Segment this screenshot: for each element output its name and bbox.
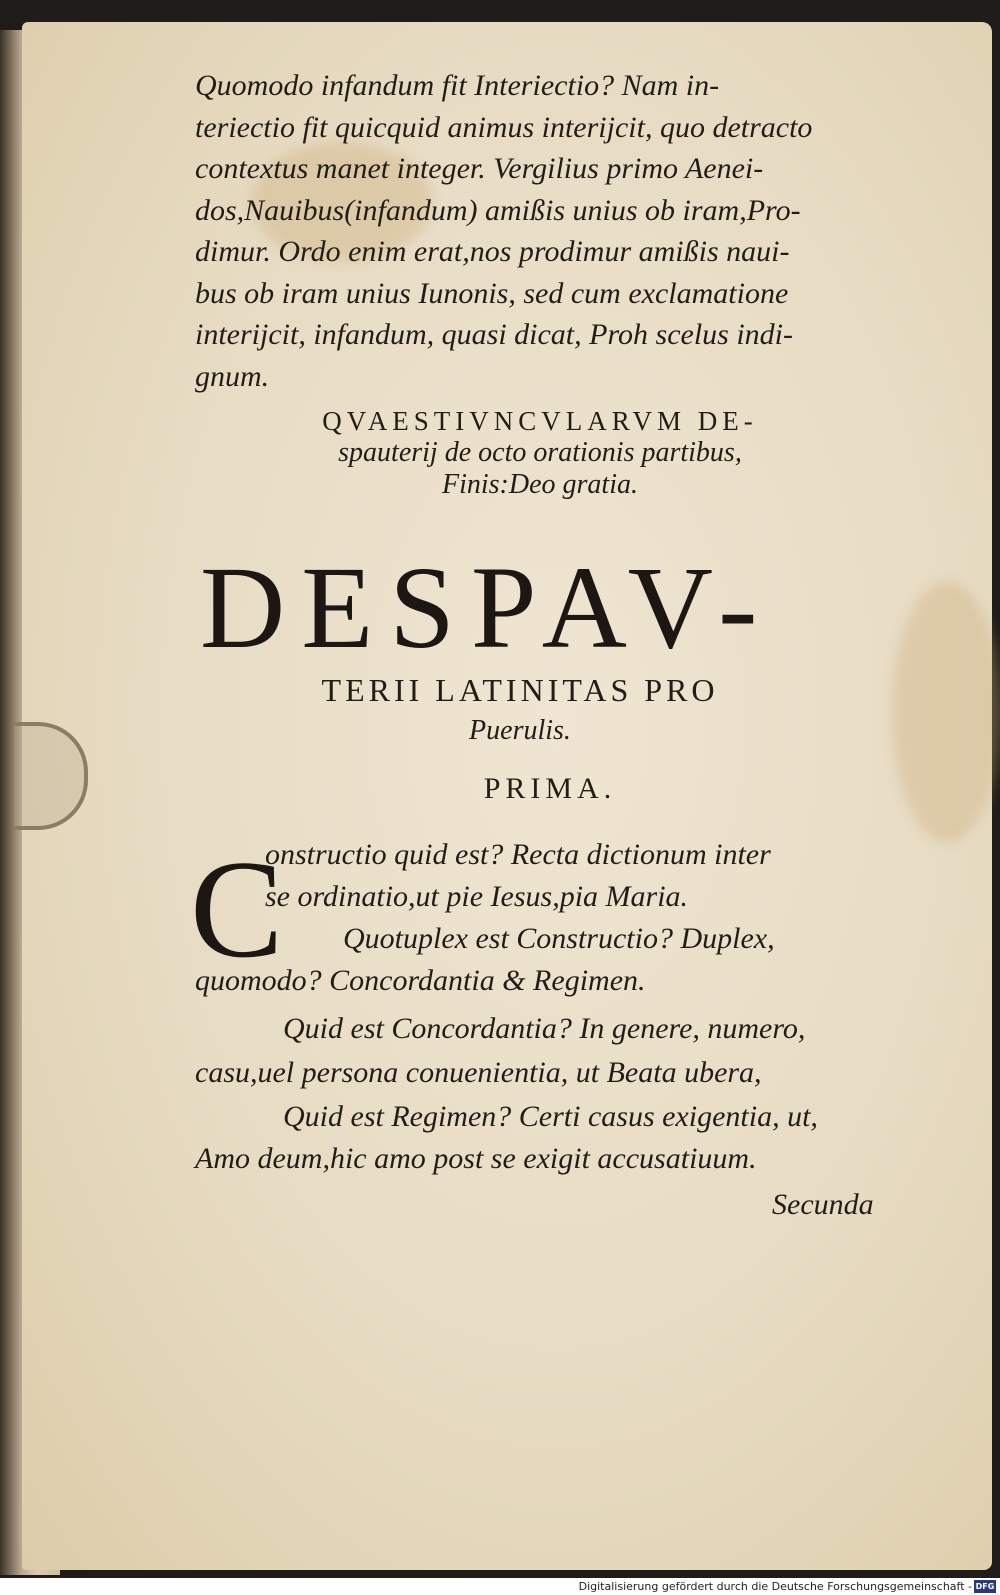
dfg-logo: DFG [975,1582,995,1591]
digitization-footer [0,1578,1000,1595]
colophon-line: spauterij de octo orationis partibus, [338,437,742,468]
text-line: Quotuplex est Constructio? Duplex, [343,922,775,955]
text-line: Amo deum,hic amo post se exigit accusatiuum. [195,1142,757,1175]
page-clip [14,722,88,830]
text-line: onstructio quid est? Recta dictionum inter [265,838,771,871]
text-line: quomodo? Concordantia & Regimen. [195,964,646,997]
text-line: Quomodo infandum fit Interiectio? Nam in- [195,69,720,102]
water-stain [892,582,1000,842]
colophon [240,406,840,501]
catchword: Secunda [772,1188,874,1221]
text-line: interijcit, infandum, quasi dicat, Proh scelus indi- [195,318,794,351]
text-line: dimur. Ordo enim erat,nos prodimur amißis naui- [195,235,790,268]
text-line: bus ob iram unius Iunonis, sed cum exclamatione [195,276,789,310]
text-line: Quid est Concordantia? In genere, numero, [283,1012,806,1045]
drop-cap: C [190,832,284,987]
text-line: se ordinatio,ut pie Iesus,pia Maria. [265,880,689,913]
text-line: Quid est Regimen? Certi casus exigentia, ut, [283,1100,818,1133]
text-line: dos,Nauibus(infandum) amißis unius ob iram,Pro- [195,193,801,227]
body-paragraph [195,65,895,397]
section-title: DESPAV- [200,542,774,673]
footer-text: Digitalisierung gefördert durch die Deutsche Forschungsgemeinschaft - [578,1580,972,1593]
text-line: gnum. [195,359,270,393]
colophon-line: Finis:Deo gratia. [442,469,638,500]
text-line: contextus manet integer. Vergilius primo Aenei- [195,152,764,185]
text-line: teriectio fit quicquid animus interijcit, quo detracto [195,110,813,144]
subtitle-continued: Puerulis. [469,715,571,746]
subtitle: TERII LATINITAS PRO [321,672,719,708]
section-heading: PRIMA. [483,772,617,805]
colophon-line: QVAESTIVNCVLARVM DE- [322,406,758,436]
text-line: casu,uel persona conuenientia, ut Beata ubera, [195,1056,762,1089]
